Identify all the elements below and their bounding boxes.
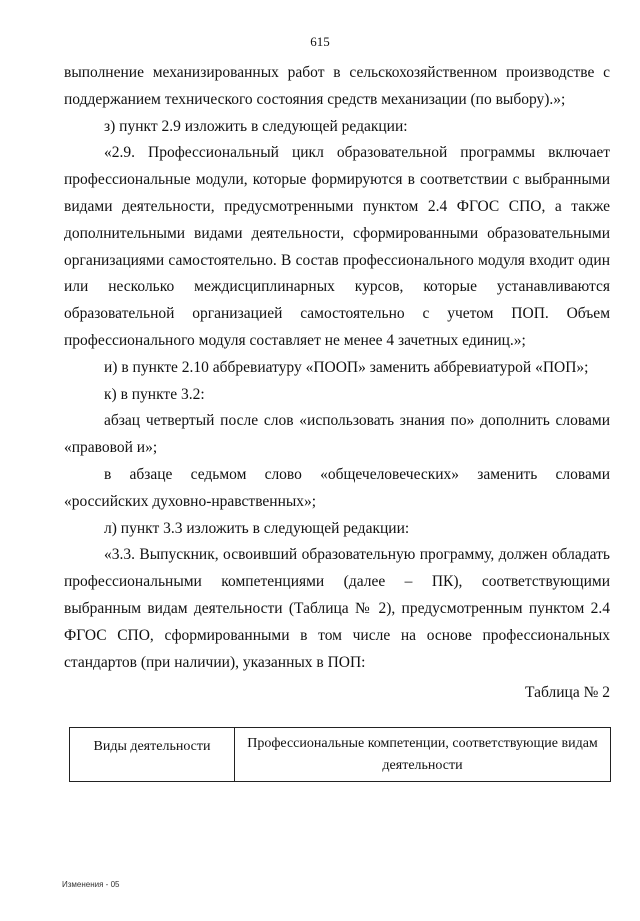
paragraph: «3.3. Выпускник, освоивший образовательную программу, должен обладать профессиональными компетенциями (далее – ПК), соответствующими выбранным видам деятельности (Таблица № 2), предусмотренным пунктом 2.4 ФГОС СПО, сформированными в том числе на основе профессиональных стандартов (при наличии), указанных в ПОП: <box>64 546 610 671</box>
paragraph: абзац четвертый после слов «использовать знания по» дополнить словами «правовой и»; <box>64 412 610 457</box>
paragraph: з) пункт 2.9 изложить в следующей редакции: <box>104 117 408 135</box>
paragraph: л) пункт 3.3 изложить в следующей редакции: <box>104 519 410 537</box>
document-body <box>64 60 610 707</box>
paragraph: и) в пункте 2.10 аббревиатуру «ПООП» заменить аббревиатурой «ПОП»; <box>104 358 589 376</box>
paragraph: выполнение механизированных работ в сельскохозяйственном производстве с поддержанием технического состояния средств механизации (по выбору).»; <box>64 64 610 108</box>
paragraph: в абзаце седьмом слово «общечеловеческих» заменить словами «российских духовно-нравственных»; <box>64 465 610 510</box>
footer-note: Изменения - 05 <box>62 880 120 889</box>
table-label: Таблица № 2 <box>525 684 610 702</box>
table-header-competencies: Профессиональные компетенции, соответствующие видам деятельности <box>235 728 611 782</box>
paragraph: к) в пункте 3.2: <box>104 385 205 403</box>
competencies-table <box>69 727 611 782</box>
page-number: 615 <box>310 34 330 49</box>
paragraph: «2.9. Профессиональный цикл образовательной программы включает профессиональные модули, которые формируются в соответствии с выбранными видами деятельности, предусмотренными пунктом 2.4 ФГОС СПО, а также дополнительными видами деятельности, сформированными образовательными организациями самостоятельно. В состав профессионального модуля входит один или несколько междисциплинарных курсов, которые устанавливаются образовательной организацией самостоятельно с учетом ПОП. Объем профессионального модуля составляет не менее 4 зачетных единиц.»; <box>64 144 610 349</box>
table-header-activities: Виды деятельности <box>70 728 235 782</box>
table-header-row <box>70 728 611 782</box>
